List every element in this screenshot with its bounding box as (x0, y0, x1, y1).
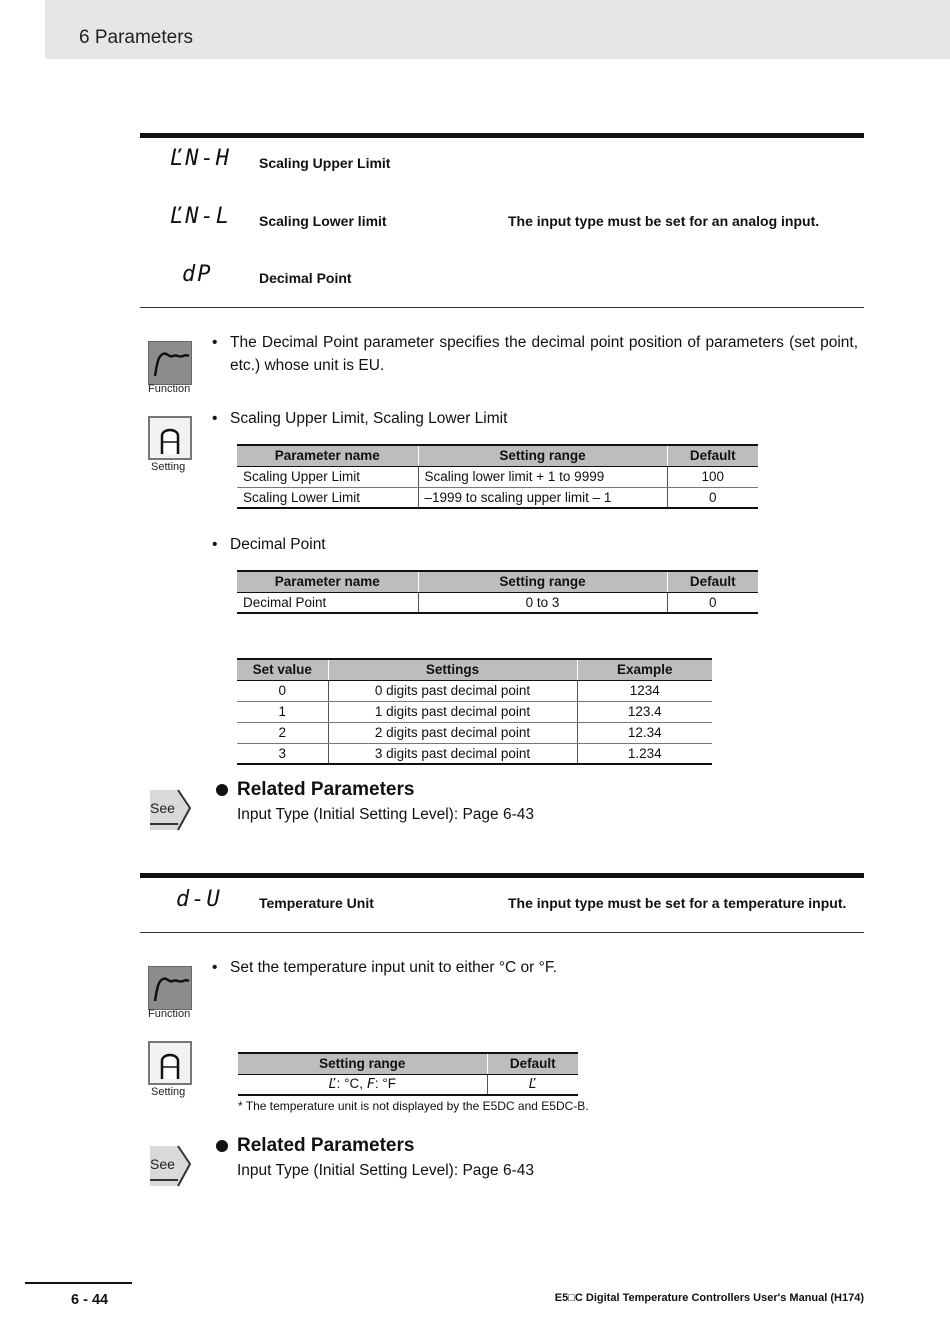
table-row (237, 743, 712, 764)
see-label: See (150, 1156, 175, 1172)
table-cell: 3 (237, 743, 328, 764)
section-header-rule (140, 932, 864, 933)
table-cell: 2 digits past decimal point (328, 722, 577, 743)
table-header: Default (667, 571, 758, 592)
function-label: Function (148, 1008, 191, 1020)
table-row (237, 722, 712, 743)
table-cell: 1.234 (577, 743, 712, 764)
seg-display-scaling-lower: ĽN-L (170, 204, 231, 229)
bullet-disc (216, 1140, 228, 1152)
table-cell: 1234 (577, 680, 712, 701)
related-reference: Input Type (Initial Setting Level): Page 6-43 (237, 806, 534, 823)
table-header: Parameter name (237, 571, 418, 592)
table-cell: 0 (237, 680, 328, 701)
table-header: Parameter name (237, 445, 418, 466)
footer-rule (25, 1282, 132, 1284)
setting-icon (148, 1041, 192, 1085)
function-icon (148, 341, 192, 385)
seg-display-temperature-unit: d-U (176, 887, 222, 912)
table-cell: Scaling Lower Limit (237, 487, 418, 508)
see-arrow-icon (148, 1142, 192, 1188)
seg-c: Ľ (328, 1076, 337, 1093)
set-value-table (237, 658, 712, 765)
table-cell (238, 1074, 487, 1095)
param-name-scaling-lower: Scaling Lower limit (259, 213, 387, 229)
table-cell: 0 to 3 (418, 592, 667, 613)
table-cell: 0 (667, 592, 758, 613)
table-header: Setting range (238, 1053, 487, 1074)
bullet-text: The Decimal Point parameter specifies the decimal point position of parameters (set point, etc.) whose unit is EU. (230, 334, 858, 374)
page-number: 6 - 44 (71, 1292, 109, 1308)
table-cell: 0 (667, 487, 758, 508)
bullet-text: Decimal Point (230, 536, 326, 553)
setting-icon (148, 416, 192, 460)
function-label: Function (148, 383, 191, 395)
see-label: See (150, 800, 175, 816)
table-cell: 3 digits past decimal point (328, 743, 577, 764)
table-row (237, 487, 758, 508)
table-cell: 1 (237, 701, 328, 722)
table-cell: 2 (237, 722, 328, 743)
table-header: Settings (328, 659, 577, 680)
related-title: Related Parameters (237, 779, 415, 800)
table-cell: 1 digits past decimal point (328, 701, 577, 722)
bullet-text: Scaling Upper Limit, Scaling Lower Limit (230, 410, 508, 427)
related-heading (216, 779, 534, 801)
section-top-rule (140, 133, 864, 138)
table-cell: 0 digits past decimal point (328, 680, 577, 701)
header-band (45, 0, 950, 59)
footnote: * The temperature unit is not displayed by the E5DC and E5DC-B. (238, 1099, 589, 1113)
table-row (237, 701, 712, 722)
bullet-dot: • (212, 410, 218, 427)
param-name-temperature-unit: Temperature Unit (259, 895, 374, 911)
table-cell: 123.4 (577, 701, 712, 722)
related-heading (216, 1135, 534, 1157)
setting-label: Setting (151, 1086, 186, 1098)
function-icon (148, 966, 192, 1010)
decimal-point-table (237, 570, 758, 614)
related-parameters-2 (216, 1135, 534, 1180)
table-row (237, 466, 758, 487)
table-header: Default (667, 445, 758, 466)
condition-note: The input type must be set for a temperature input. (508, 895, 847, 911)
bullet-scaling (212, 407, 858, 430)
section-top-rule (140, 873, 864, 878)
condition-note: The input type must be set for an analog input. (508, 213, 820, 229)
range-c-text: : °C, (336, 1076, 367, 1092)
table-header: Set value (237, 659, 328, 680)
related-title: Related Parameters (237, 1135, 415, 1156)
bullet-disc (216, 784, 228, 796)
see-arrow-icon (148, 786, 192, 832)
bullet-decimal-description (212, 331, 858, 379)
setting-label: Setting (151, 461, 186, 473)
table-header: Default (487, 1053, 578, 1074)
chapter-title: 6 Parameters (79, 27, 194, 48)
table-header: Setting range (418, 571, 667, 592)
table-cell: Scaling Upper Limit (237, 466, 418, 487)
bullet-dot: • (212, 959, 218, 976)
bullet-temperature-unit (212, 956, 858, 979)
table-cell (487, 1074, 578, 1095)
temperature-unit-table (238, 1052, 578, 1096)
table-cell: Decimal Point (237, 592, 418, 613)
seg-f: F (366, 1076, 375, 1093)
table-row (238, 1074, 578, 1095)
bullet-decimal-point (212, 533, 858, 556)
manual-title: E5□C Digital Temperature Controllers User's Manual (H174) (554, 1292, 864, 1304)
section-header-rule (140, 307, 864, 308)
bullet-text: Set the temperature input unit to either °C or °F. (230, 959, 557, 976)
seg-display-scaling-upper: ĽN-H (170, 146, 231, 171)
seg-display-decimal-point: dP (182, 262, 213, 287)
range-f-text: : °F (374, 1076, 397, 1092)
seg-default-c: Ľ (528, 1076, 537, 1093)
table-cell: 12.34 (577, 722, 712, 743)
param-name-decimal-point: Decimal Point (259, 270, 352, 286)
table-row (237, 592, 758, 613)
table-header: Setting range (418, 445, 667, 466)
bullet-dot: • (212, 536, 218, 553)
scaling-table (237, 444, 758, 509)
table-cell: 100 (667, 466, 758, 487)
param-name-scaling-upper: Scaling Upper Limit (259, 155, 391, 171)
table-cell: Scaling lower limit + 1 to 9999 (418, 466, 667, 487)
table-row (237, 680, 712, 701)
bullet-dot: • (212, 334, 218, 351)
related-parameters-1 (216, 779, 534, 824)
table-cell: –1999 to scaling upper limit – 1 (418, 487, 667, 508)
table-header: Example (577, 659, 712, 680)
related-reference: Input Type (Initial Setting Level): Page 6-43 (237, 1162, 534, 1179)
